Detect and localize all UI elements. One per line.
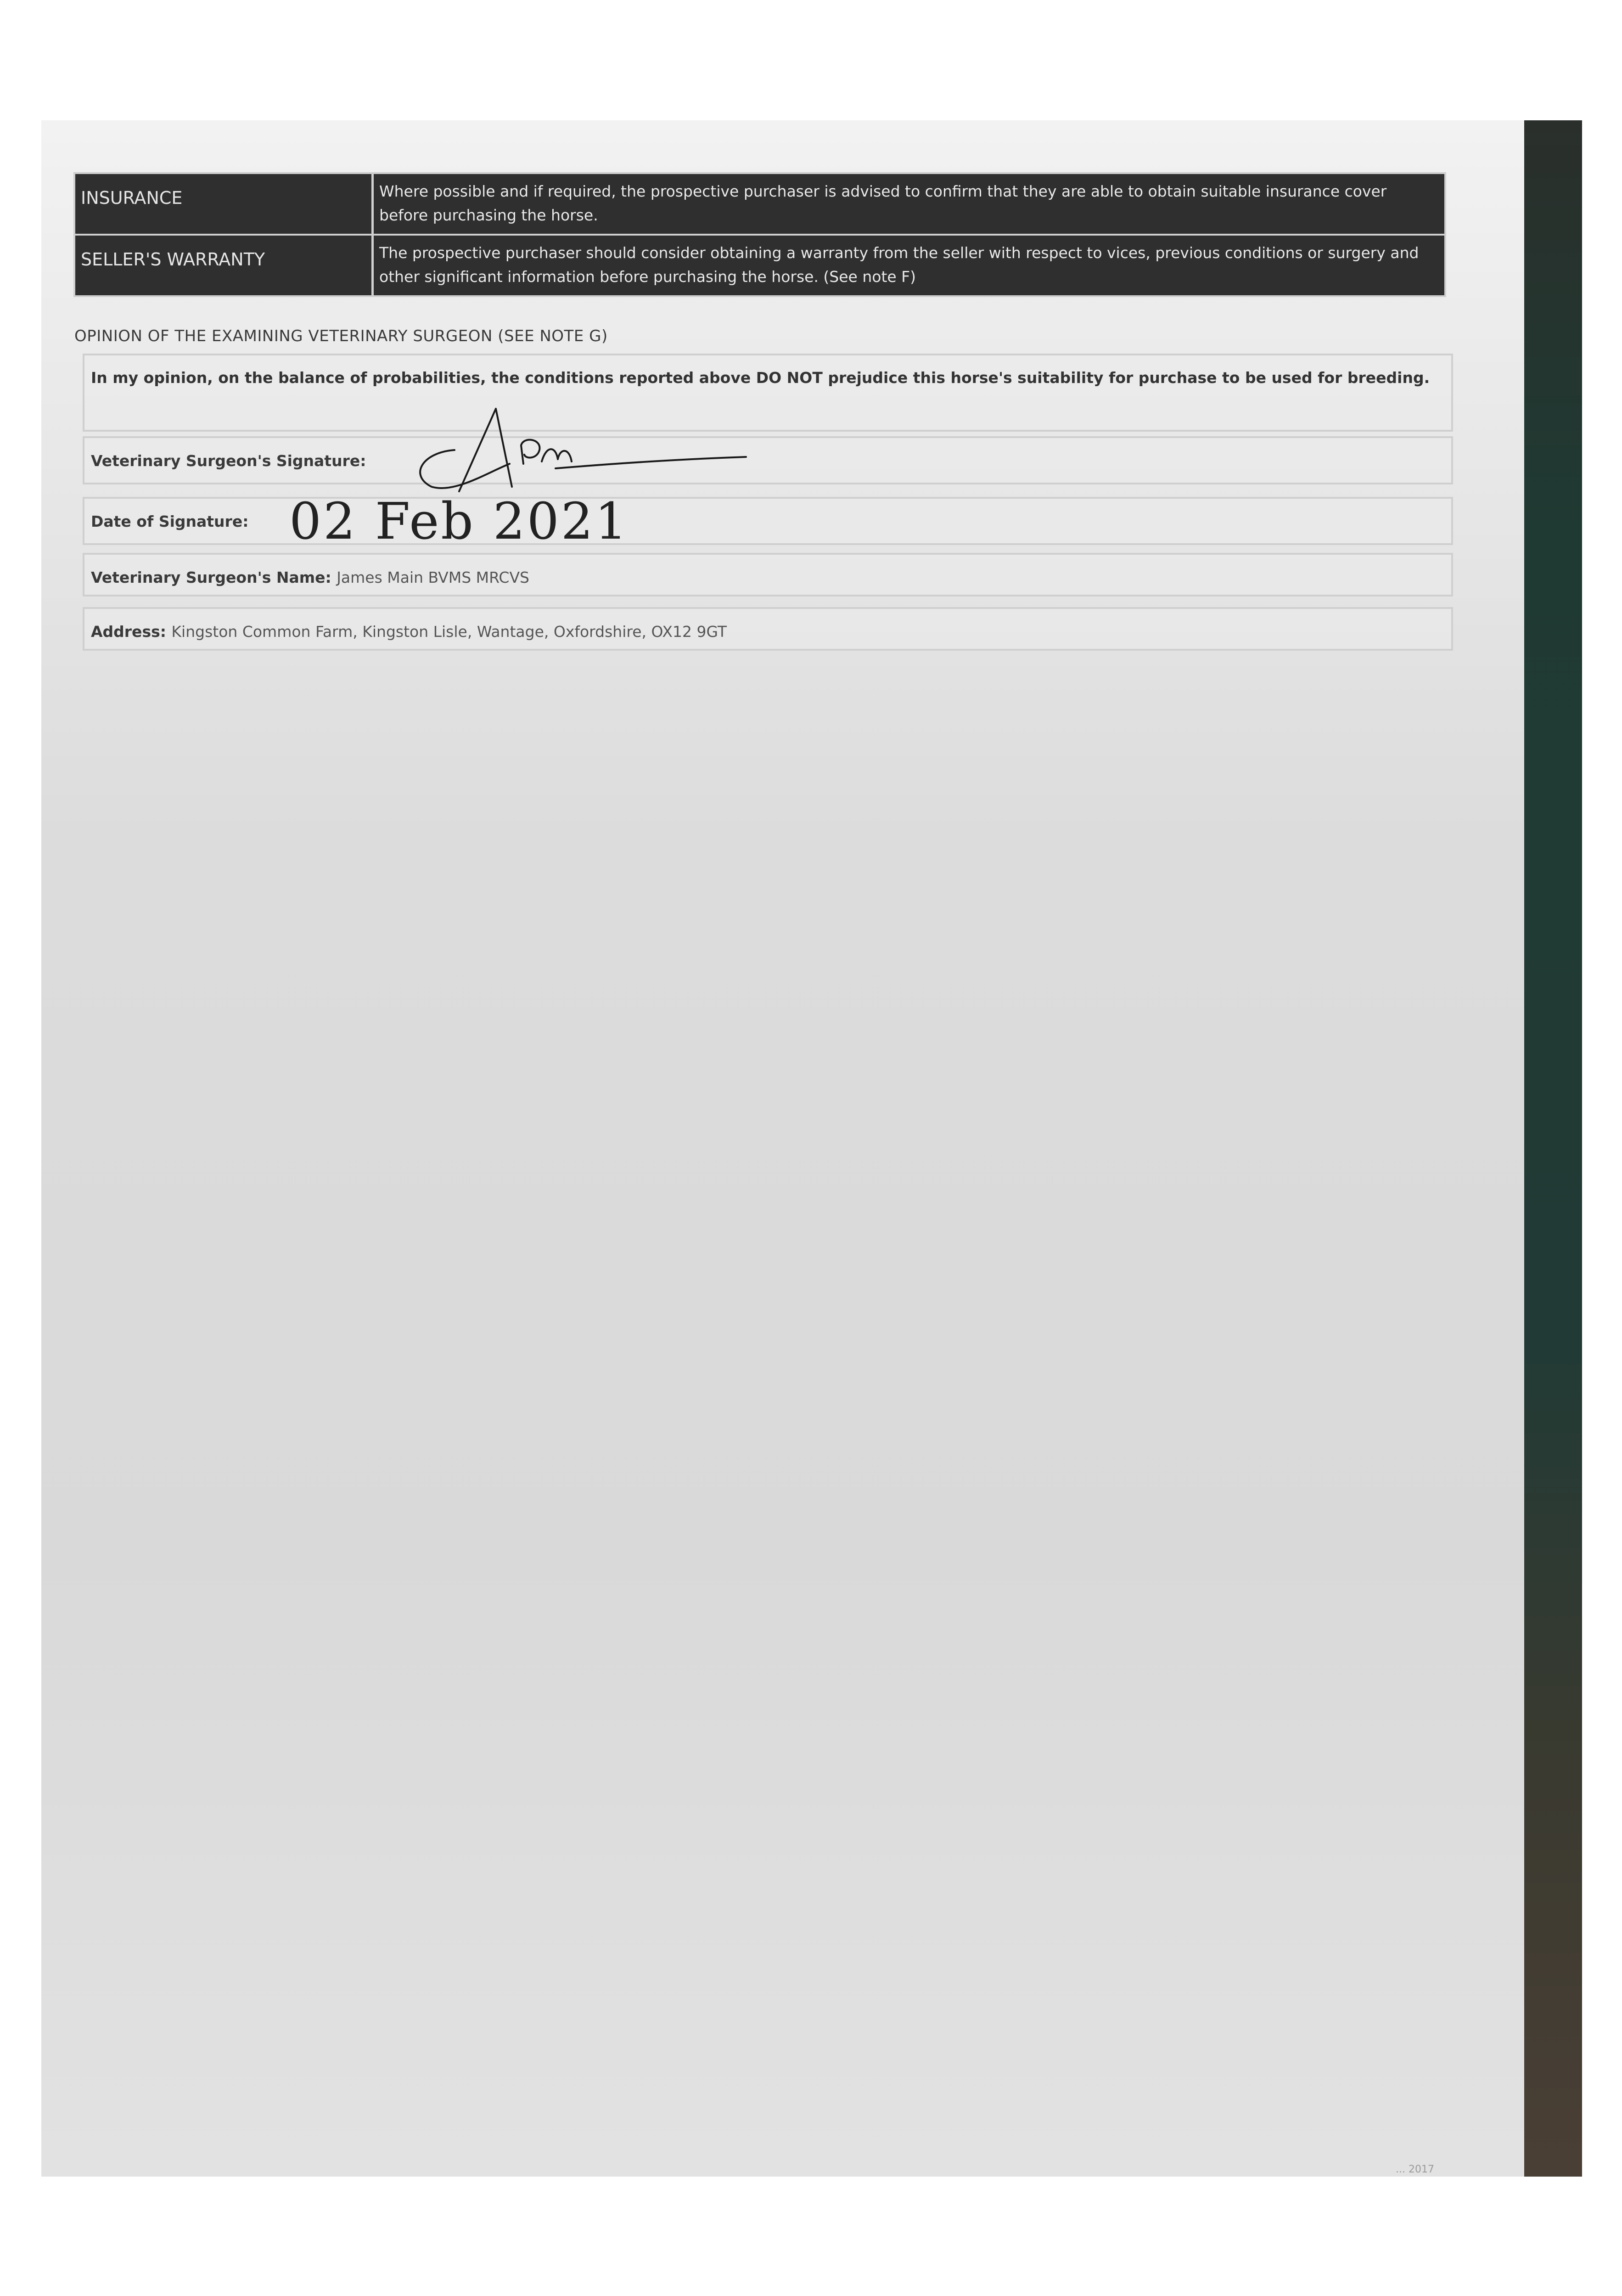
table-row-label: INSURANCE <box>75 174 374 234</box>
opinion-heading: OPINION OF THE EXAMINING VETERINARY SURGEON (SEE NOTE G) <box>74 327 608 345</box>
table-row-insurance <box>73 172 1446 234</box>
table-row-text: Where possible and if required, the prospective purchaser is advised to confirm that they are able to obtain suitable insurance cover before purchasing the horse. <box>379 182 1387 224</box>
date-label: Date of Signature: <box>91 512 249 530</box>
table-row-label: SELLER'S WARRANTY <box>75 236 374 295</box>
footer-mark: ... 2017 <box>1396 2164 1434 2175</box>
signature-label: Veterinary Surgeon's Signature: <box>91 452 366 470</box>
name-field <box>83 553 1453 597</box>
handwritten-signature <box>404 395 758 505</box>
opinion-statement: In my opinion, on the balance of probabilities, the conditions reported above DO NOT prejudice this horse's suitability for purchase to be used for breeding. <box>83 354 1453 432</box>
date-value: 02 Feb 2021 <box>289 492 629 551</box>
name-value: James Main BVMS MRCVS <box>337 568 529 586</box>
address-field <box>83 607 1453 651</box>
name-label: Veterinary Surgeon's Name: <box>91 568 331 586</box>
address-row <box>91 623 727 641</box>
table-row-sellers-warranty <box>73 234 1446 297</box>
address-value: Kingston Common Farm, Kingston Lisle, Wantage, Oxfordshire, OX12 9GT <box>171 623 727 641</box>
photo-background-edge <box>1520 120 1582 2177</box>
date-field <box>83 492 1453 551</box>
signature-field <box>83 436 1453 484</box>
name-row <box>91 568 529 586</box>
table-row-text: The prospective purchaser should consider obtaining a warranty from the seller with respect to vices, previous conditions or surgery and other significant information before purchasing the horse. (See note F) <box>379 244 1419 286</box>
address-label: Address: <box>91 623 166 641</box>
info-table <box>73 172 1446 297</box>
